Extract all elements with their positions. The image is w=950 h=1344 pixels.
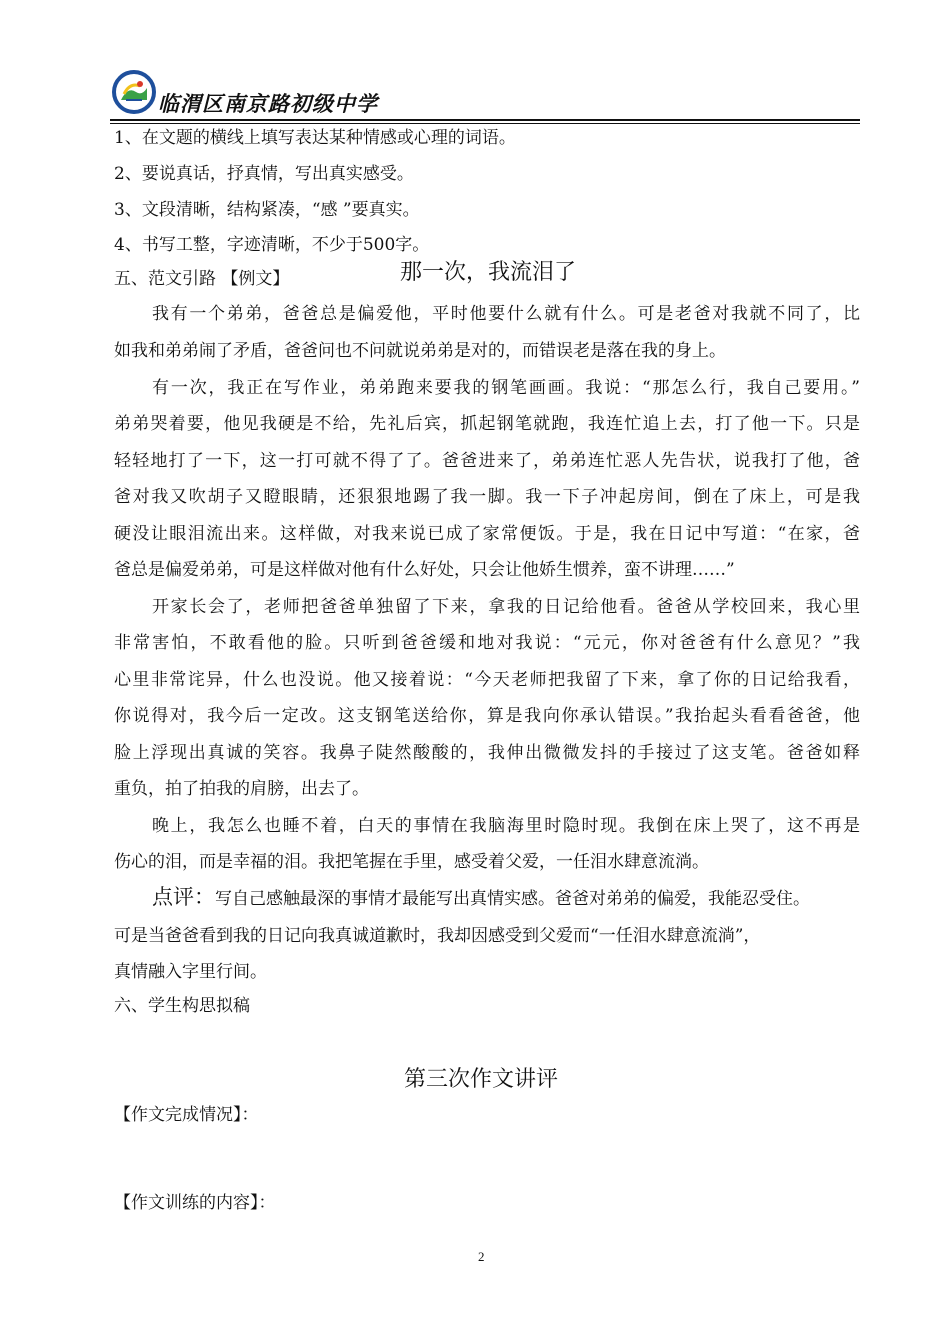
essay-line: 心里非常诧异，什么也没说。他又接着说：“今天老师把我留了下来，拿了你的日记给我看， [114, 670, 860, 690]
section-six-heading: 六、学生构思拟稿 [114, 996, 250, 1016]
completion-label: 【作文完成情况】： [114, 1105, 259, 1125]
comment-label: 点评： [152, 885, 215, 909]
requirement-item: 2、要说真话，抒真情，写出真实感受。 [114, 164, 414, 184]
school-name: 临渭区南京路初级中学 [158, 91, 378, 116]
essay-line: 弟弟哭着要，他见我硬是不给，先礼后宾，抓起钢笔就跑，我连忙追上去，打了他一下。只是 [114, 414, 860, 434]
comment-text: 写自己感触最深的事情才最能写出真情实感。爸爸对弟弟的偏爱，我能忍受住。 [215, 889, 810, 909]
essay-line: 晚上，我怎么也睡不着，白天的事情在我脑海里时隐时现。我倒在床上哭了，这不再是 [152, 816, 860, 836]
requirement-item: 1、在文题的横线上填写表达某种情感或心理的词语。 [114, 128, 516, 148]
essay-line: 重负，拍了拍我的肩膀，出去了。 [114, 779, 369, 799]
comment-line [152, 886, 810, 910]
essay-line: 爸总是偏爱弟弟，可是这样做对他有什么好处，只会让他娇生惯养，蛮不讲理……” [114, 560, 735, 580]
essay-line: 爸对我又吹胡子又瞪眼睛，还狠狠地踢了我一脚。我一下子冲起房间，倒在了床上，可是我 [114, 487, 860, 507]
essay-line: 非常害怕，不敢看他的脸。只听到爸爸缓和地对我说：“元元，你对爸爸有什么意见？”我 [114, 633, 860, 653]
essay-line: 轻轻地打了一下，这一打可就不得了了。爸爸进来了，弟弟连忙恶人先告状，说我打了他，爸 [114, 451, 860, 471]
header-rule-thick [110, 119, 860, 121]
essay-line: 你说得对，我今后一定改。这支钢笔送给你，算是我向你承认错误。”我抬起头看看爸爸，他 [114, 706, 860, 726]
header-rule-thin [110, 123, 860, 124]
essay-line: 有一次，我正在写作业，弟弟跑来要我的钢笔画画。我说：“那怎么行，我自己要用。” [152, 378, 860, 398]
school-logo-icon [112, 70, 156, 114]
review-title: 第三次作文讲评 [404, 1067, 559, 1092]
essay-title: 那一次，我流泪了 [400, 260, 577, 285]
essay-line: 伤心的泪，而是幸福的泪。我把笔握在手里，感受着父爱，一任泪水肆意流淌。 [114, 852, 709, 872]
page-number: 2 [478, 1249, 485, 1264]
comment-line: 真情融入字里行间。 [114, 962, 267, 982]
comment-line: 可是当爸爸看到我的日记向我真诚道歉时，我却因感受到父爱而“一任泪水肆意流淌”， [114, 926, 761, 946]
requirement-item: 3、文段清晰，结构紧凑，“感 ”要真实。 [114, 200, 420, 220]
requirement-item: 4、书写工整，字迹清晰，不少于500字。 [114, 235, 430, 255]
page-header [110, 68, 862, 120]
essay-line: 硬没让眼泪流出来。这样做，对我来说已成了家常便饭。于是，我在日记中写道：“在家，爸 [114, 524, 860, 544]
essay-line: 开家长会了，老师把爸爸单独留了下来，拿我的日记给他看。爸爸从学校回来，我心里 [152, 597, 860, 617]
essay-line: 我有一个弟弟，爸爸总是偏爱他，平时他要什么就有什么。可是老爸对我就不同了，比 [152, 304, 860, 324]
section-five-heading: 五、范文引路 【例文】 [114, 269, 290, 289]
content-label: 【作文训练的内容】： [114, 1193, 276, 1213]
essay-line: 脸上浮现出真诚的笑容。我鼻子陡然酸酸的，我伸出微微发抖的手接过了这支笔。爸爸如释 [114, 743, 860, 763]
essay-line: 如我和弟弟闹了矛盾，爸爸问也不问就说弟弟是对的，而错误老是落在我的身上。 [114, 341, 726, 361]
